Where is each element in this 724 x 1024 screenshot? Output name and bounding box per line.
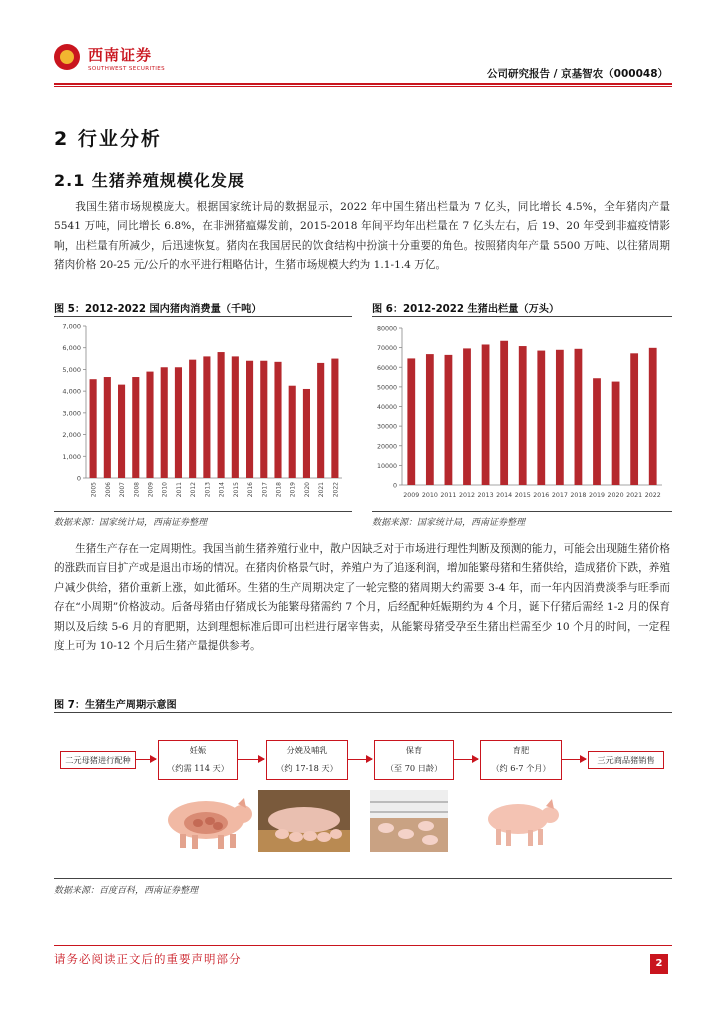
brand-name-en: SOUTHWEST SECURITIES [88, 66, 166, 72]
figure5-bottom-rule [54, 511, 352, 512]
bar-2019 [593, 378, 601, 485]
bar-2020 [303, 389, 310, 478]
bar-2018 [274, 362, 281, 478]
x-tick-label: 2012 [190, 482, 198, 498]
x-tick-label: 2018 [570, 492, 587, 499]
bar-2021 [317, 363, 324, 478]
x-tick-label: 2016 [533, 492, 550, 499]
stage-duration: （至 70 日龄） [385, 763, 443, 773]
diagram-stage-finishing [480, 740, 562, 780]
x-tick-label: 2021 [318, 482, 326, 498]
y-tick-label: 0 [392, 482, 397, 490]
y-tick-label: 7,000 [62, 322, 81, 331]
bar-2009 [146, 372, 153, 478]
pregnant-sow-image [158, 790, 254, 852]
x-tick-label: 2015 [514, 492, 531, 499]
finishing-pig-image [480, 795, 562, 851]
x-tick-label: 2008 [133, 482, 141, 498]
figure7-bottom-rule [54, 878, 672, 879]
x-tick-label: 2022 [644, 492, 661, 499]
bar-2021 [630, 353, 638, 485]
y-tick-label: 0 [76, 474, 81, 483]
diagram-stage-nursery [374, 740, 454, 780]
bar-2022 [649, 348, 657, 485]
figure5-plot-area [62, 323, 342, 498]
bar-2016 [246, 361, 253, 478]
diagram-stage-gestation [158, 740, 238, 780]
x-tick-label: 2015 [232, 482, 240, 498]
bar-2013 [203, 356, 210, 478]
bar-2020 [612, 382, 620, 485]
x-tick-label: 2011 [175, 482, 183, 498]
x-tick-label: 2006 [104, 482, 112, 498]
x-tick-label: 2009 [403, 492, 420, 499]
bar-2019 [289, 386, 296, 478]
x-tick-label: 2017 [551, 492, 568, 499]
bar-2018 [575, 349, 583, 485]
figure5-chart [54, 318, 352, 508]
x-tick-label: 2013 [204, 482, 212, 498]
bar-2015 [232, 356, 239, 478]
bar-2015 [519, 346, 527, 485]
nursery-piglets-image [370, 790, 448, 852]
figure6-chart [372, 318, 672, 508]
bar-2016 [537, 351, 545, 485]
x-tick-label: 2014 [218, 482, 226, 498]
stage-duration: （约 6-7 个月） [491, 763, 551, 773]
x-tick-label: 2020 [607, 492, 624, 499]
arrow-right-icon [348, 759, 372, 760]
y-tick-label: 70000 [376, 345, 397, 353]
bar-2011 [445, 355, 453, 485]
bar-2022 [331, 359, 338, 478]
diagram-start-box: 二元母猪进行配种 [60, 751, 136, 769]
x-tick-label: 2009 [147, 482, 155, 498]
footer-disclaimer: 请务必阅读正文后的重要声明部分 [54, 952, 242, 966]
bar-2007 [118, 385, 125, 478]
bar-2013 [482, 344, 490, 485]
bar-2012 [463, 348, 471, 485]
arrow-right-icon [238, 759, 264, 760]
y-tick-label: 2,000 [62, 431, 81, 440]
y-tick-label: 5,000 [62, 365, 81, 374]
sow-nursing-piglets-image [258, 790, 350, 852]
stage-name: 妊娠 [189, 745, 207, 755]
x-tick-label: 2010 [161, 482, 169, 498]
bar-2005 [90, 379, 97, 478]
y-tick-label: 40000 [376, 404, 397, 411]
y-tick-label: 6,000 [62, 344, 81, 353]
paragraph-market-size [54, 198, 670, 276]
bar-2014 [500, 341, 508, 485]
stage-duration: （约 17-18 天） [276, 763, 338, 773]
brand-name-cn: 西南证券 [88, 46, 153, 64]
y-tick-label: 20000 [376, 443, 397, 451]
x-tick-label: 2012 [458, 492, 476, 499]
figure6-source: 数据来源：国家统计局，西南证券整理 [372, 518, 526, 528]
y-tick-label: 3,000 [62, 409, 81, 418]
brand-logo-icon [54, 44, 80, 70]
stage-name: 育肥 [512, 745, 530, 755]
section-subheading: 2.1 生猪养殖规模化发展 [54, 171, 245, 190]
figure6-plot-area [377, 326, 662, 500]
bar-2010 [161, 367, 168, 478]
x-tick-label: 2007 [119, 482, 127, 498]
bar-2014 [218, 352, 225, 478]
x-tick-label: 2018 [275, 482, 283, 498]
y-tick-label: 10000 [376, 462, 397, 470]
figure6-bottom-rule [372, 511, 672, 512]
figure7-top-rule [54, 712, 672, 713]
bar-2012 [189, 360, 196, 478]
arrow-right-icon [562, 759, 586, 760]
y-tick-label: 80000 [376, 325, 397, 333]
bar-2011 [175, 367, 182, 478]
diagram-end-box: 三元商品猪销售 [588, 751, 664, 769]
x-tick-label: 2020 [303, 482, 311, 498]
paragraph-text: 生猪生产存在一定周期性。我国当前生猪养殖行业中，散户因缺乏对于市场进行理性判断及预测的能力，可能会出现随生猪价格的涨跌而盲目扩产或是退出市场的情况。在猪肉价格景气时，养殖户为了追逐利润，增加能繁母猪和生猪供给，造成猪价下跌，养殖户减少供给，猪价重新上涨，如此循环。生猪的生产周期决定了一轮完整的猪周期大约需要 3-4 年，而一年内因消费淡季与旺季而存在“小周期”价格波动。后备母猪由仔猪成长为能繁母猪需约 7 个月，后经配种妊娠期约为 4 个月，诞下仔猪后需经 1-2 月的保育期以及后续 5-6 月的育肥期，达到理想标准后即可出栏进行屠宰售卖，从能繁母猪受孕至生猪出栏需至少 10 个月的时间，一定程度上可为 10-12 个月后生猪产量提供参考。 [54, 543, 670, 653]
figure7-source: 数据来源：百度百科，西南证券整理 [54, 886, 199, 896]
x-tick-label: 2019 [289, 482, 297, 498]
x-tick-label: 2022 [332, 482, 340, 498]
x-tick-label: 2005 [90, 482, 98, 498]
diagram-stage-farrowing [266, 740, 348, 780]
x-tick-label: 2019 [588, 492, 606, 499]
page-number: 2 [650, 954, 668, 974]
stage-name: 分娩及哺乳 [286, 745, 328, 755]
x-tick-label: 2021 [626, 492, 643, 499]
header-divider-thin [54, 86, 672, 87]
stage-name: 保育 [405, 745, 423, 755]
x-tick-label: 2010 [421, 492, 438, 499]
arrow-right-icon [454, 759, 478, 760]
bar-2006 [104, 377, 111, 478]
bar-2017 [556, 350, 564, 485]
figure5-source: 数据来源：国家统计局，西南证券整理 [54, 518, 208, 528]
figure7-title: 图 7：生猪生产周期示意图 [54, 700, 177, 711]
x-tick-label: 2011 [440, 492, 457, 499]
figure6-title: 图 6：2012-2022 生猪出栏量（万头） [372, 304, 560, 315]
y-tick-label: 1,000 [62, 452, 81, 461]
x-tick-label: 2014 [496, 492, 513, 499]
y-tick-label: 4,000 [62, 387, 81, 396]
bar-2008 [132, 377, 139, 478]
y-tick-label: 50000 [376, 384, 397, 392]
arrow-right-icon [136, 759, 156, 760]
figure6-top-rule [372, 316, 672, 317]
y-tick-label: 30000 [376, 423, 397, 431]
bar-2009 [407, 358, 415, 485]
y-tick-label: 60000 [376, 364, 397, 372]
bar-2010 [426, 354, 434, 485]
paragraph-pig-cycle [54, 540, 670, 656]
paragraph-text: 我国生猪市场规模庞大。根据国家统计局的数据显示，2022 年中国生猪出栏量为 7 亿头，同比增长 4.5%，全年猪肉产量 5541 万吨，同比增长 6.8%，在非洲猪瘟爆发前，2015-2018 年间平均年出栏量在 7 亿头左右，后 19、20 年受到非瘟疫情影响，出栏量有所减少，后迅速恢复。猪肉在我国居民的饮食结构中扮演十分重要的角色。按照猪肉年产量 5500 万吨、以往猪周期猪肉价格 20-25 元/公斤的水平进行粗略估计，生猪市场规模大约为 1.1-1.4 万亿。 [54, 201, 670, 272]
report-title: 公司研究报告 / 京基智农（000048） [487, 68, 668, 80]
x-tick-label: 2013 [477, 492, 494, 499]
stage-duration: （约需 114 天） [167, 763, 229, 773]
x-tick-label: 2017 [261, 482, 269, 498]
section-heading: 2 行业分析 [54, 128, 162, 150]
header-divider [54, 83, 672, 85]
figure5-top-rule [54, 316, 352, 317]
footer-divider [54, 945, 672, 946]
figure5-title: 图 5：2012-2022 国内猪肉消费量（千吨） [54, 304, 262, 315]
bar-2017 [260, 361, 267, 478]
x-tick-label: 2016 [247, 482, 255, 498]
